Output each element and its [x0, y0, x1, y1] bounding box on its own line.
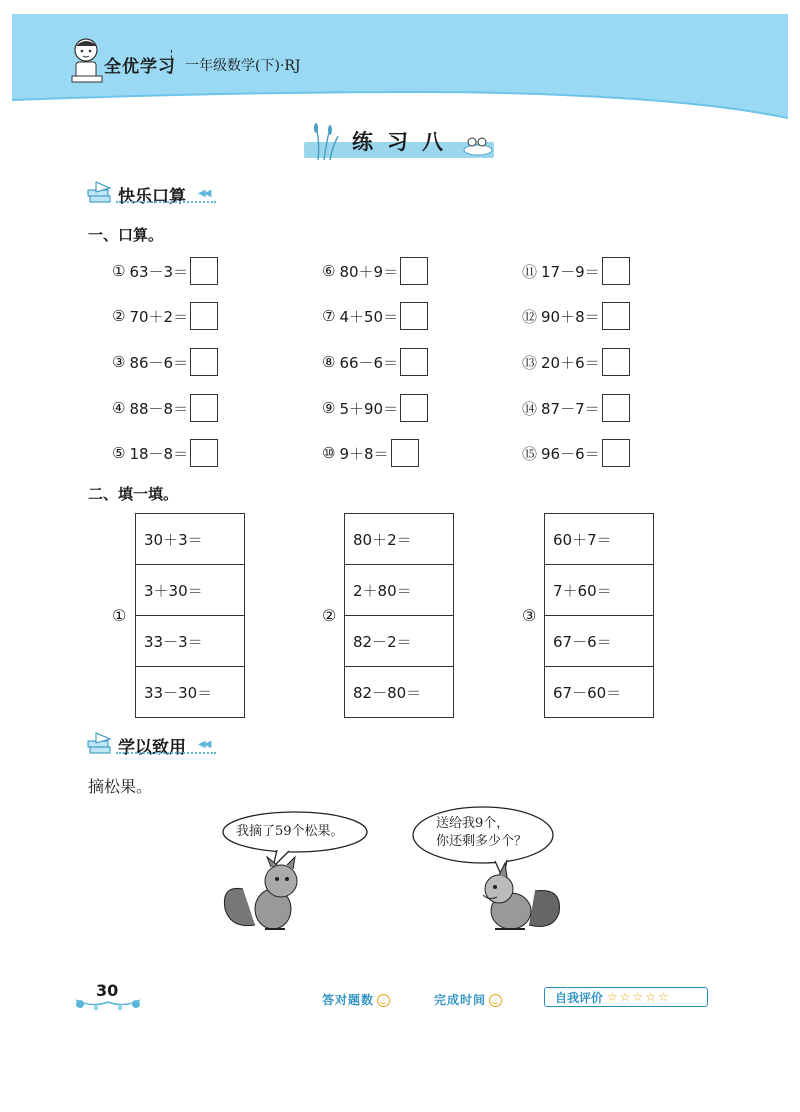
speech-bubble-right-line1: 送给我9个，: [436, 816, 510, 831]
calc-item: [522, 301, 630, 331]
calc-item: [522, 438, 630, 468]
calc-item-number: ⑬: [522, 353, 538, 372]
calc-item: [522, 393, 630, 423]
table-row[interactable]: 33－30＝: [144, 683, 213, 702]
section-underline: [116, 752, 216, 754]
answer-box[interactable]: [190, 394, 218, 422]
calc-item-number: ⑩: [322, 444, 336, 462]
smiley-icon: [489, 994, 502, 1007]
calc-expression: 88－8＝: [129, 399, 189, 418]
table-row[interactable]: 67－6＝: [545, 616, 653, 667]
speech-bubble-right-line2: 你还剩多少个？: [436, 834, 528, 849]
calc-item-number: ⑨: [322, 399, 336, 417]
calc-expression: 9＋8＝: [339, 444, 389, 463]
calc-item: [322, 256, 428, 286]
answer-box[interactable]: [190, 439, 218, 467]
answer-box[interactable]: [602, 394, 630, 422]
calc-item-number: ④: [112, 399, 126, 417]
table-number: ③: [522, 606, 537, 625]
calc-item: [112, 347, 218, 377]
calc-item: [322, 347, 428, 377]
calc-expression: 90＋8＝: [541, 307, 600, 326]
calc-expression: 96－6＝: [541, 444, 600, 463]
answer-box[interactable]: [602, 439, 630, 467]
answer-box[interactable]: [602, 348, 630, 376]
table-row[interactable]: 82－2＝: [345, 616, 453, 667]
table-row[interactable]: 7＋60＝: [545, 565, 653, 616]
table-row[interactable]: 3＋30＝: [136, 565, 244, 616]
book-subtitle: 一年级数学(下)·RJ: [185, 58, 301, 74]
reed-decoration-icon: [310, 122, 344, 160]
table-row[interactable]: 67－60＝: [553, 683, 622, 702]
answer-box[interactable]: [400, 394, 428, 422]
student-mascot-icon: [70, 36, 104, 84]
calc-item-number: ①: [112, 262, 126, 280]
calc-item: [322, 438, 419, 468]
calc-item-number: ⑤: [112, 444, 126, 462]
answer-box[interactable]: [400, 302, 428, 330]
calc-expression: 86－6＝: [129, 353, 189, 372]
calc-item: [112, 256, 218, 286]
page-title: 练习八: [352, 129, 457, 154]
title-banner: [304, 120, 500, 162]
calc-item: [112, 438, 218, 468]
page-number: 30: [96, 981, 119, 1000]
fill-table: [135, 513, 245, 718]
table-row[interactable]: 33－3＝: [136, 616, 244, 667]
calc-item-number: ②: [112, 307, 126, 325]
calc-expression: 87－7＝: [541, 399, 600, 418]
calc-expression: 20＋6＝: [541, 353, 600, 372]
calc-expression: 4＋50＝: [339, 307, 399, 326]
calc-item-number: ⑥: [322, 262, 336, 280]
table-number: ①: [112, 606, 127, 625]
calc-item: [322, 393, 428, 423]
calc-expression: 17－9＝: [541, 262, 600, 281]
finish-time-text: 完成时间: [434, 993, 487, 1007]
self-rating-label: 自我评价: [555, 990, 604, 1005]
finish-time-label: [434, 991, 502, 1008]
calc-expression: 66－6＝: [339, 353, 399, 372]
brand-logo-text: 全优学习: [104, 57, 176, 77]
answer-box[interactable]: [400, 257, 428, 285]
calc-item-number: ⑪: [522, 262, 538, 281]
answer-box[interactable]: [391, 439, 419, 467]
q1-heading: 一、口算。: [88, 226, 164, 244]
calc-item-number: ③: [112, 353, 126, 371]
calc-expression: 80＋9＝: [339, 262, 399, 281]
q3-prompt: 摘松果。: [88, 777, 153, 796]
section-apply-banner: [86, 731, 226, 757]
books-icon: [86, 180, 116, 206]
calc-expression: 63－3＝: [129, 262, 189, 281]
answer-box[interactable]: [602, 257, 630, 285]
section-arrows-icon: ◀◀: [198, 188, 210, 199]
fill-table: [544, 513, 654, 718]
speech-bubble-left: 我摘了59个松果。: [236, 824, 344, 839]
calc-item: [522, 347, 630, 377]
correct-count-label: [322, 991, 390, 1008]
calc-expression: 5＋90＝: [339, 399, 399, 418]
section-arrows-icon: ◀◀: [198, 739, 210, 750]
brand-separator: [171, 50, 173, 74]
calc-item-number: ⑦: [322, 307, 336, 325]
table-row[interactable]: 60＋7＝: [545, 514, 653, 565]
table-number: ②: [322, 606, 337, 625]
calc-item: [322, 301, 428, 331]
q2-heading: 二、填一填。: [88, 485, 179, 503]
table-row[interactable]: 2＋80＝: [345, 565, 453, 616]
answer-box[interactable]: [190, 348, 218, 376]
frog-decoration-icon: [460, 134, 496, 156]
fill-table: [344, 513, 454, 718]
rating-stars[interactable]: ☆☆☆☆☆: [607, 990, 671, 1004]
answer-box[interactable]: [400, 348, 428, 376]
section-apply-title: 学以致用: [118, 738, 186, 758]
smiley-icon: [377, 994, 390, 1007]
answer-box[interactable]: [190, 302, 218, 330]
answer-box[interactable]: [602, 302, 630, 330]
section-oral-banner: [86, 180, 226, 206]
answer-box[interactable]: [190, 257, 218, 285]
section-underline: [116, 201, 216, 203]
correct-count-text: 答对题数: [322, 993, 375, 1007]
self-rating-box: [544, 987, 708, 1007]
calc-item-number: ⑧: [322, 353, 336, 371]
calc-item: [522, 256, 630, 286]
calc-item-number: ⑮: [522, 444, 538, 463]
calc-item-number: ⑭: [522, 399, 538, 418]
calc-expression: 70＋2＝: [129, 307, 189, 326]
calc-item: [112, 301, 218, 331]
table-row[interactable]: 82－80＝: [353, 683, 422, 702]
table-row[interactable]: 30＋3＝: [136, 514, 244, 565]
calc-expression: 18－8＝: [129, 444, 189, 463]
section-oral-title: 快乐口算: [118, 187, 186, 207]
calc-item-number: ⑫: [522, 307, 538, 326]
table-row[interactable]: 80＋2＝: [345, 514, 453, 565]
calc-item: [112, 393, 218, 423]
books-icon: [86, 731, 116, 757]
